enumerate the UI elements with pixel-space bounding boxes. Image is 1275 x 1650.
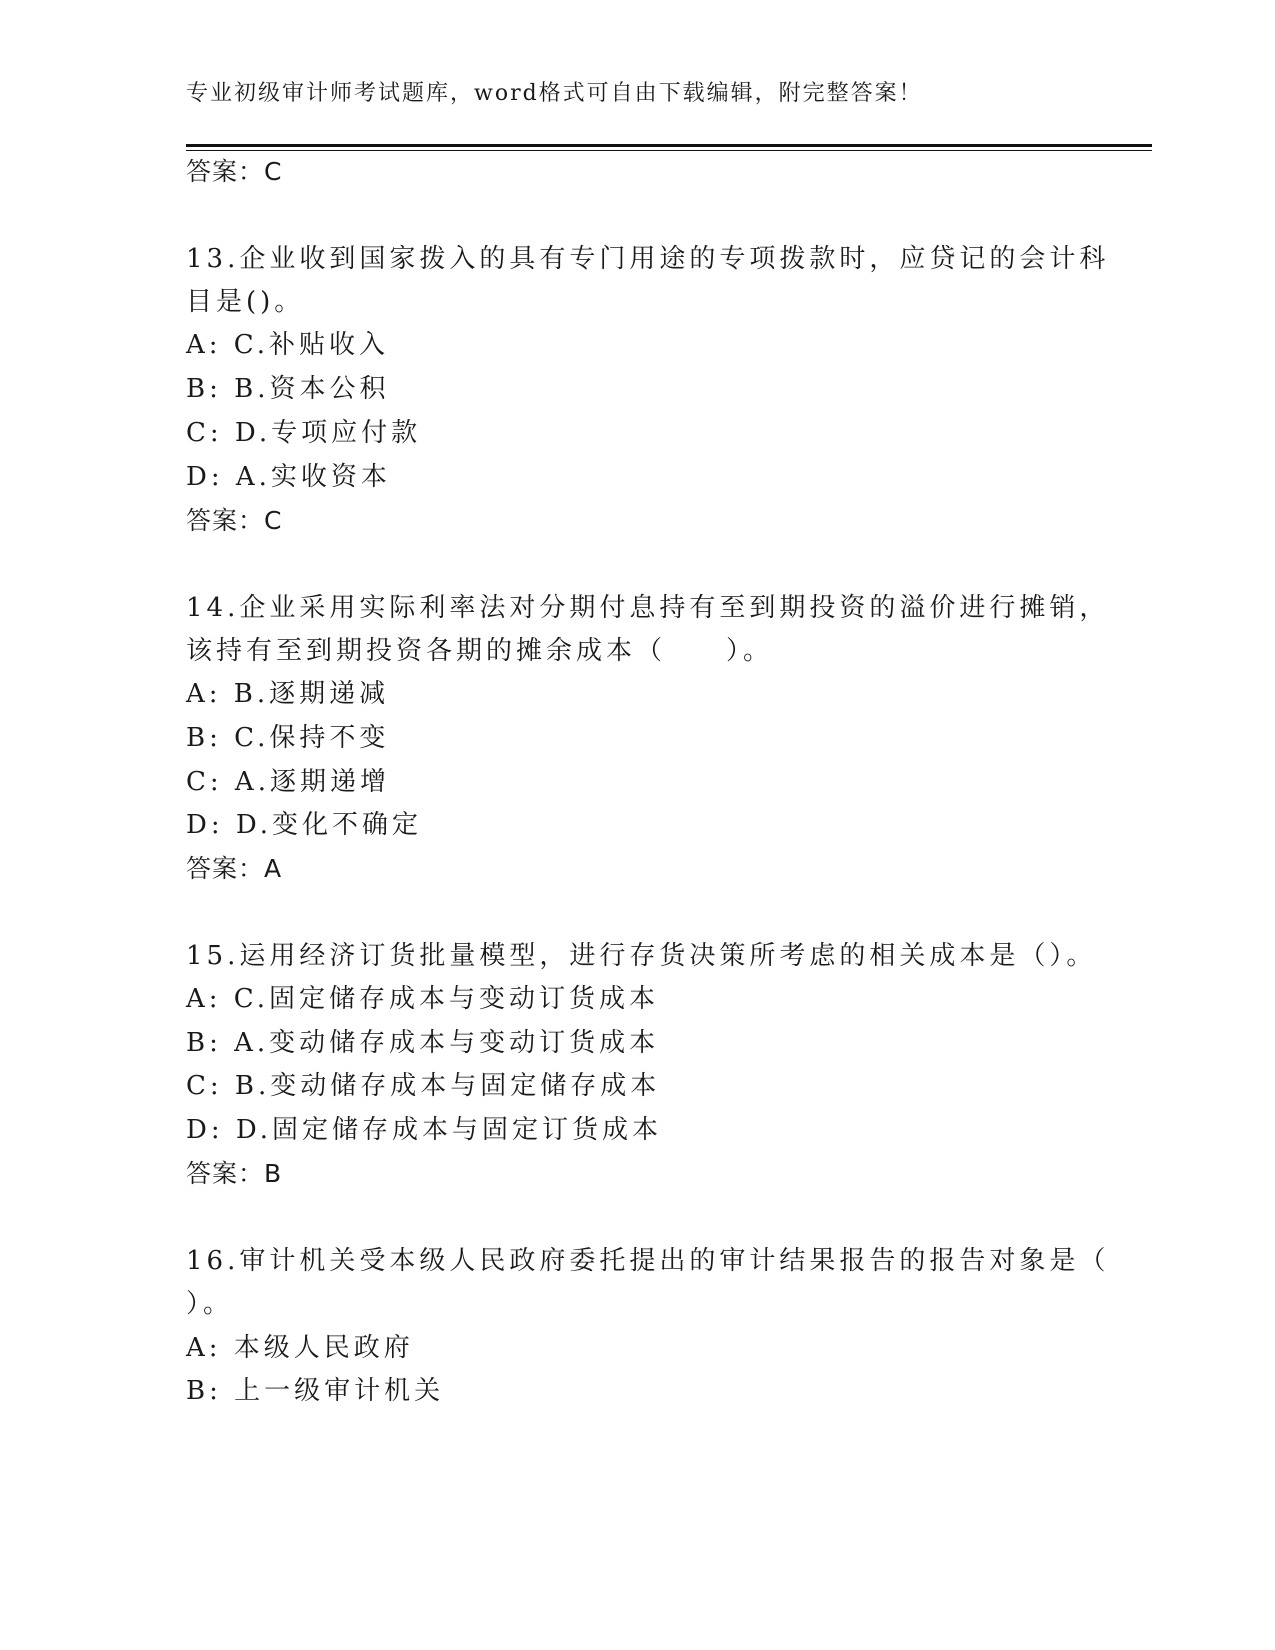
option-line: C: B.变动储存成本与固定储存成本 bbox=[186, 1071, 661, 1101]
option-line: D: D.变化不确定 bbox=[186, 810, 423, 840]
option-line: A: C.固定储存成本与变动订货成本 bbox=[186, 984, 660, 1014]
option-line: A: C.补贴收入 bbox=[186, 330, 390, 360]
option-line: D: D.固定储存成本与固定订货成本 bbox=[186, 1115, 663, 1145]
question-line: ）。 bbox=[186, 1289, 234, 1319]
option-line: B: C.保持不变 bbox=[186, 723, 390, 753]
header-rule-thin bbox=[186, 150, 1152, 151]
option-line: B: 上一级审计机关 bbox=[186, 1376, 445, 1406]
question-line: 15.运用经济订货批量模型，进行存货决策所考虑的相关成本是（）。 bbox=[186, 941, 1097, 971]
page-header: 专业初级审计师考试题库，word格式可自由下载编辑，附完整答案！ bbox=[186, 81, 923, 106]
option-line: C: D.专项应付款 bbox=[186, 418, 422, 448]
answer-line: 答案：C bbox=[186, 157, 283, 186]
option-line: C: A.逐期递增 bbox=[186, 767, 390, 797]
question-line: 目是()。 bbox=[186, 287, 305, 317]
header-rule-thick bbox=[186, 144, 1152, 147]
option-line: A: B.逐期递减 bbox=[186, 679, 390, 709]
answer-line: 答案：B bbox=[186, 1159, 283, 1188]
option-line: B: B.资本公积 bbox=[186, 374, 390, 404]
option-line: A: 本级人民政府 bbox=[186, 1333, 414, 1363]
option-line: D: A.实收资本 bbox=[186, 462, 391, 492]
option-line: B: A.变动储存成本与变动订货成本 bbox=[186, 1028, 660, 1058]
answer-line: 答案：C bbox=[186, 506, 283, 535]
question-line: 13.企业收到国家拨入的具有专门用途的专项拨款时，应贷记的会计科 bbox=[186, 244, 1110, 274]
question-line: 该持有至到期投资各期的摊余成本（ ）。 bbox=[186, 636, 774, 666]
question-line: 16.审计机关受本级人民政府委托提出的审计结果报告的报告对象是（ bbox=[186, 1246, 1110, 1276]
answer-line: 答案：A bbox=[186, 854, 283, 883]
question-line: 14.企业采用实际利率法对分期付息持有至到期投资的溢价进行摊销， bbox=[186, 593, 1110, 623]
